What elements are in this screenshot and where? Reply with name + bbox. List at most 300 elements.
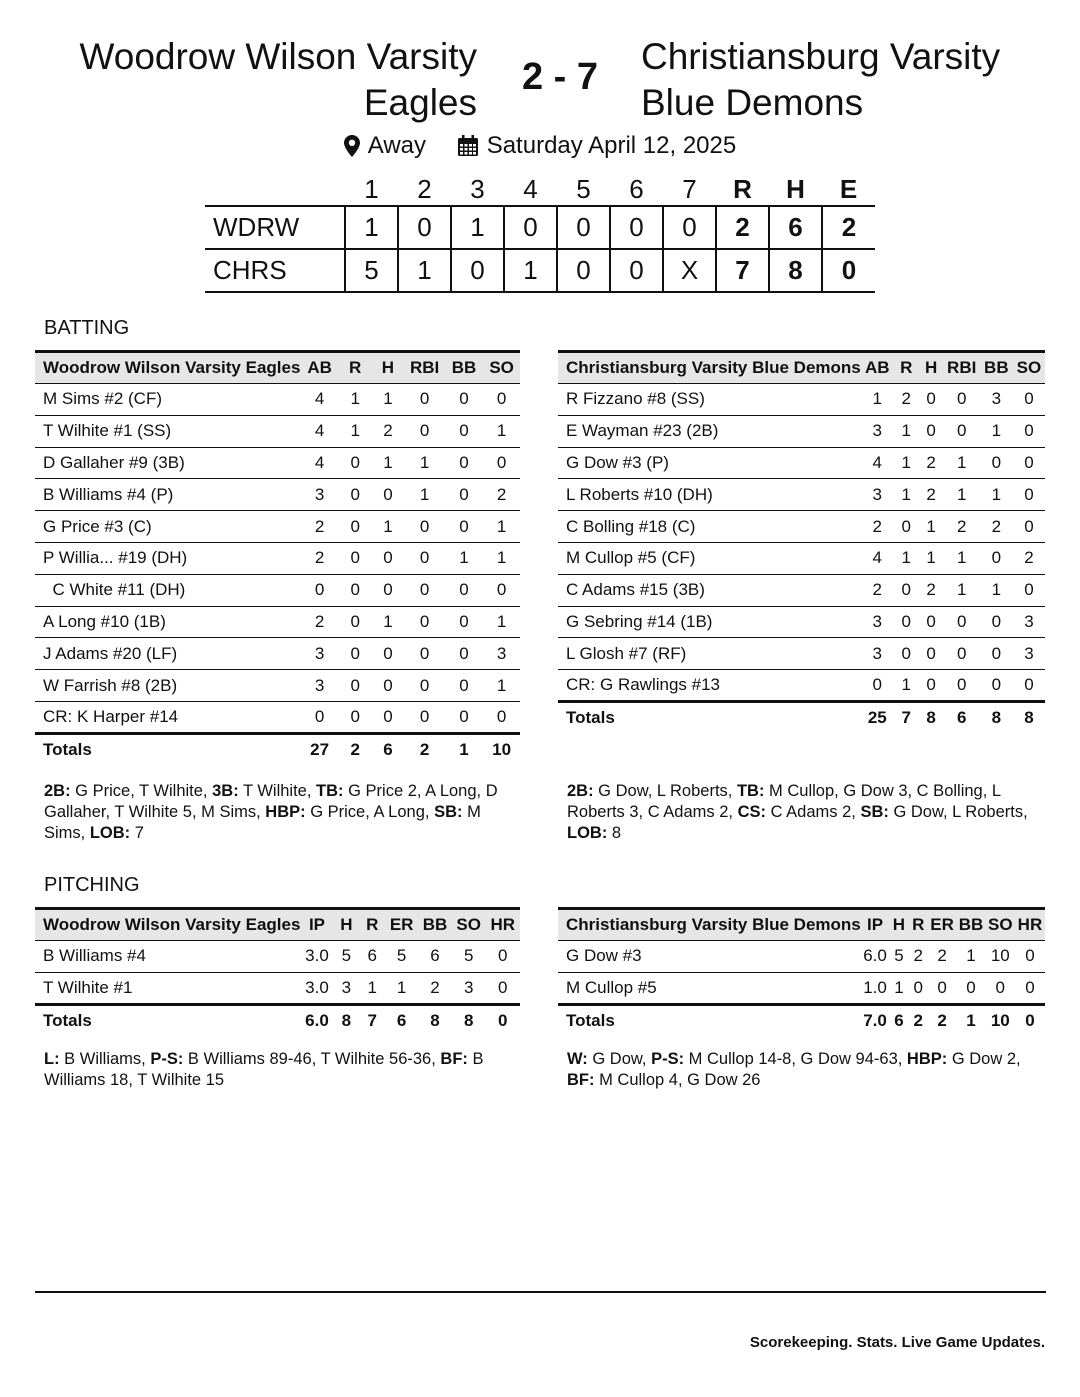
stat-value: 0 xyxy=(404,542,445,574)
note-key: SB: xyxy=(434,803,463,821)
linescore-header-row xyxy=(205,174,875,206)
inning-score: 5 xyxy=(345,249,398,292)
totals-value: 6 xyxy=(944,701,980,733)
stat-value: 0 xyxy=(404,670,445,702)
player-row xyxy=(558,511,1045,543)
stat-value: 0 xyxy=(404,415,445,447)
totals-value: 6 xyxy=(372,733,405,765)
game-meta xyxy=(0,132,1080,164)
player-name: P Willia... #19 (DH) xyxy=(35,542,300,574)
stat-value: 0 xyxy=(339,670,372,702)
stat-value: 0 xyxy=(1013,574,1045,606)
stat-value: 1 xyxy=(445,542,483,574)
totals-value: 8 xyxy=(418,1004,452,1036)
stat-value: 0 xyxy=(1015,972,1045,1004)
stat-value: 4 xyxy=(861,447,894,479)
note-key: CS: xyxy=(737,803,766,821)
stat-value: 1.0 xyxy=(861,972,890,1004)
stat-value: 0 xyxy=(1015,941,1045,973)
note-key: W: xyxy=(567,1050,588,1068)
player-row xyxy=(35,542,520,574)
stat-value: 0 xyxy=(894,638,919,670)
inning-header: 6 xyxy=(629,174,644,204)
note-key: L: xyxy=(44,1050,60,1068)
stat-value: 0 xyxy=(372,542,405,574)
player-name: L Roberts #10 (DH) xyxy=(558,479,861,511)
hits-total: 8 xyxy=(769,249,822,292)
pitching-section-title: PITCHING xyxy=(44,874,140,896)
player-name: R Fizzano #8 (SS) xyxy=(558,384,861,416)
stat-column-header: IP xyxy=(300,909,333,941)
inning-score: 0 xyxy=(610,206,663,249)
linescore-row xyxy=(205,206,875,249)
stat-value: 0 xyxy=(445,447,483,479)
stat-value: 0 xyxy=(956,972,985,1004)
note-value: 8 xyxy=(607,824,622,842)
stat-value: 1 xyxy=(956,941,985,973)
linescore-team: WDRW xyxy=(205,206,345,249)
player-row xyxy=(35,384,520,416)
hits-header: H xyxy=(786,174,805,204)
stat-value: 0 xyxy=(339,574,372,606)
totals-value: 8 xyxy=(452,1004,486,1036)
note-key: 2B: xyxy=(44,782,71,800)
stat-value: 5 xyxy=(385,941,418,973)
stat-value: 2 xyxy=(300,606,338,638)
stat-column-header: AB xyxy=(861,352,894,384)
player-name: D Gallaher #9 (3B) xyxy=(35,447,300,479)
player-row xyxy=(558,384,1045,416)
totals-label: Totals xyxy=(558,1004,861,1036)
note-value: B Williams 89-46, T Wilhite 56-36, xyxy=(183,1050,441,1068)
stat-value: 0 xyxy=(300,574,338,606)
stat-value: 0 xyxy=(339,447,372,479)
inning-score: 0 xyxy=(398,206,451,249)
stat-value: 2 xyxy=(980,511,1013,543)
totals-value: 2 xyxy=(928,1004,957,1036)
stat-value: 2 xyxy=(944,511,980,543)
player-row xyxy=(35,701,520,733)
stat-value: 3 xyxy=(861,415,894,447)
player-row xyxy=(35,479,520,511)
stat-value: 3 xyxy=(334,972,360,1004)
stat-value: 0 xyxy=(894,574,919,606)
stat-value: 1 xyxy=(483,511,520,543)
stat-value: 1 xyxy=(919,511,944,543)
stat-value: 0 xyxy=(1013,415,1045,447)
stat-value: 0 xyxy=(483,574,520,606)
stat-column-header: SO xyxy=(483,352,520,384)
player-row xyxy=(35,670,520,702)
stat-value: 0 xyxy=(483,384,520,416)
player-name: W Farrish #8 (2B) xyxy=(35,670,300,702)
player-name: CR: K Harper #14 xyxy=(35,701,300,733)
player-name: G Dow #3 (P) xyxy=(558,447,861,479)
home-team-line2: Eagles xyxy=(363,82,477,123)
stat-value: 0 xyxy=(339,542,372,574)
note-value: 7 xyxy=(130,824,144,842)
stat-value: 1 xyxy=(944,542,980,574)
stat-value: 1 xyxy=(404,447,445,479)
stat-column-header: ER xyxy=(385,909,418,941)
stat-value: 1 xyxy=(944,574,980,606)
stat-value: 0 xyxy=(980,447,1013,479)
inning-score: 0 xyxy=(557,206,610,249)
stat-value: 3 xyxy=(1013,606,1045,638)
stat-value: 2 xyxy=(919,479,944,511)
player-row xyxy=(35,415,520,447)
runs-header: R xyxy=(733,174,752,204)
pitching-table-away xyxy=(558,907,1045,1036)
stat-value: 4 xyxy=(300,384,338,416)
stat-value: 0 xyxy=(445,606,483,638)
totals-value: 8 xyxy=(1013,701,1045,733)
note-key: P-S: xyxy=(150,1050,184,1068)
inning-score: 0 xyxy=(663,206,716,249)
stat-column-header: R xyxy=(359,909,385,941)
player-name: B Williams #4 xyxy=(35,941,300,973)
stat-value: 1 xyxy=(339,384,372,416)
stat-value: 0 xyxy=(944,638,980,670)
note-value: C Adams 2, xyxy=(766,803,861,821)
stat-value: 1 xyxy=(894,542,919,574)
stats-header-row xyxy=(558,352,1045,384)
stat-value: 0 xyxy=(372,479,405,511)
stat-value: 0 xyxy=(404,638,445,670)
player-row xyxy=(558,415,1045,447)
note-key: 3B: xyxy=(212,782,239,800)
player-name: C Adams #15 (3B) xyxy=(558,574,861,606)
player-name: T Wilhite #1 (SS) xyxy=(35,415,300,447)
stat-value: 2 xyxy=(300,542,338,574)
stat-value: 0 xyxy=(445,415,483,447)
player-row xyxy=(558,972,1045,1004)
stat-value: 1 xyxy=(372,384,405,416)
stat-value: 1 xyxy=(894,447,919,479)
stat-value: 2 xyxy=(483,479,520,511)
stat-value: 3 xyxy=(861,479,894,511)
home-team-name xyxy=(0,34,477,126)
stat-value: 0 xyxy=(1013,447,1045,479)
note-key: BF: xyxy=(440,1050,468,1068)
game-header xyxy=(0,34,1080,130)
pitching-notes-away xyxy=(567,1049,1047,1091)
stat-value: 1 xyxy=(861,384,894,416)
stat-value: 1 xyxy=(372,511,405,543)
player-row xyxy=(558,941,1045,973)
date xyxy=(457,132,737,160)
stat-value: 2 xyxy=(928,941,957,973)
note-value: G Dow, L Roberts, xyxy=(593,782,737,800)
map-pin-icon xyxy=(344,135,360,157)
stat-value: 1 xyxy=(483,415,520,447)
calendar-icon xyxy=(457,135,479,157)
note-value: G Price, T Wilhite, xyxy=(70,782,213,800)
stat-value: 4 xyxy=(300,415,338,447)
stat-column-header: SO xyxy=(986,909,1015,941)
batting-notes-home xyxy=(44,781,514,844)
totals-value: 6.0 xyxy=(300,1004,333,1036)
stat-value: 0 xyxy=(404,606,445,638)
note-value: M Sims, xyxy=(44,803,481,842)
linescore-team: CHRS xyxy=(205,249,345,292)
player-row xyxy=(558,447,1045,479)
stat-column-header: ER xyxy=(928,909,957,941)
stat-value: 1 xyxy=(894,670,919,702)
note-key: HBP: xyxy=(906,1050,948,1068)
player-row xyxy=(558,479,1045,511)
stat-column-header: BB xyxy=(956,909,985,941)
stat-value: 0 xyxy=(372,574,405,606)
stat-value: 1 xyxy=(483,670,520,702)
stat-value: 3 xyxy=(300,670,338,702)
player-row xyxy=(35,638,520,670)
player-name: J Adams #20 (LF) xyxy=(35,638,300,670)
player-row xyxy=(558,542,1045,574)
stat-value: 4 xyxy=(861,542,894,574)
stat-column-header: SO xyxy=(452,909,486,941)
stat-value: 0 xyxy=(980,670,1013,702)
stat-value: 1 xyxy=(385,972,418,1004)
footer-tagline: Scorekeeping. Stats. Live Game Updates. xyxy=(749,1334,1045,1351)
stat-value: 0 xyxy=(944,384,980,416)
footer-divider xyxy=(35,1291,1046,1293)
stat-value: 0 xyxy=(919,384,944,416)
stat-column-header: RBI xyxy=(944,352,980,384)
player-row xyxy=(35,447,520,479)
stat-value: 1 xyxy=(483,542,520,574)
stat-value: 3.0 xyxy=(300,972,333,1004)
note-key: 2B: xyxy=(567,782,594,800)
stat-value: 3.0 xyxy=(300,941,333,973)
note-key: BF: xyxy=(567,1071,595,1089)
stat-value: 2 xyxy=(894,384,919,416)
totals-value: 7 xyxy=(359,1004,385,1036)
inning-score: 0 xyxy=(557,249,610,292)
stat-value: 2 xyxy=(418,972,452,1004)
stat-value: 1 xyxy=(944,479,980,511)
stat-value: 0 xyxy=(483,701,520,733)
note-value: M Cullop, G Dow 3, C Bolling, L Roberts 3, C Adams 2, xyxy=(567,782,1001,821)
note-value: M Cullop 4, G Dow 26 xyxy=(594,1071,761,1089)
location-text: Away xyxy=(367,132,427,159)
player-row xyxy=(35,941,520,973)
player-row xyxy=(558,606,1045,638)
totals-row xyxy=(558,701,1045,733)
inning-header: 2 xyxy=(417,174,432,204)
stat-value: 1 xyxy=(980,415,1013,447)
stat-value: 0 xyxy=(339,479,372,511)
team-column-header: Woodrow Wilson Varsity Eagles xyxy=(35,352,300,384)
stat-column-header: H xyxy=(372,352,405,384)
stat-value: 0 xyxy=(483,447,520,479)
stat-value: 1 xyxy=(889,972,908,1004)
stat-value: 0 xyxy=(445,701,483,733)
inning-header: 7 xyxy=(682,174,697,204)
stat-value: 2 xyxy=(372,415,405,447)
stat-value: 0 xyxy=(445,638,483,670)
totals-value: 1 xyxy=(445,733,483,765)
away-team-line2: Blue Demons xyxy=(641,82,864,123)
stat-column-header: BB xyxy=(980,352,1013,384)
stat-column-header: HR xyxy=(486,909,520,941)
stats-header-row xyxy=(35,909,520,941)
player-name: G Sebring #14 (1B) xyxy=(558,606,861,638)
stat-value: 0 xyxy=(445,479,483,511)
stat-value: 1 xyxy=(980,574,1013,606)
player-name: C White #11 (DH) xyxy=(35,574,300,606)
stat-value: 0 xyxy=(1013,511,1045,543)
stat-value: 0 xyxy=(339,701,372,733)
totals-value: 27 xyxy=(300,733,338,765)
team-column-header: Christiansburg Varsity Blue Demons xyxy=(558,909,861,941)
stat-column-header: SO xyxy=(1013,352,1045,384)
player-name: M Sims #2 (CF) xyxy=(35,384,300,416)
totals-value: 10 xyxy=(483,733,520,765)
stat-value: 0 xyxy=(909,972,928,1004)
linescore-header-team xyxy=(205,174,345,206)
note-value: G Dow, L Roberts, xyxy=(888,803,1028,821)
note-value: G Price, A Long, xyxy=(305,803,435,821)
totals-value: 6 xyxy=(385,1004,418,1036)
stat-value: 4 xyxy=(300,447,338,479)
stat-value: 1 xyxy=(404,479,445,511)
stat-value: 0 xyxy=(404,574,445,606)
totals-value: 7.0 xyxy=(861,1004,890,1036)
errors-total: 0 xyxy=(822,249,875,292)
inning-score: X xyxy=(663,249,716,292)
stat-value: 6 xyxy=(418,941,452,973)
stat-value: 0 xyxy=(861,670,894,702)
stat-value: 0 xyxy=(372,701,405,733)
stat-value: 5 xyxy=(889,941,908,973)
final-score: 2 - 7 xyxy=(521,56,599,98)
player-name: A Long #10 (1B) xyxy=(35,606,300,638)
stat-column-header: H xyxy=(334,909,360,941)
note-key: TB: xyxy=(316,782,344,800)
player-name: B Williams #4 (P) xyxy=(35,479,300,511)
stat-value: 1 xyxy=(980,479,1013,511)
stat-value: 3 xyxy=(1013,638,1045,670)
stat-value: 0 xyxy=(1013,670,1045,702)
stat-value: 1 xyxy=(372,606,405,638)
note-value: B Williams, xyxy=(59,1050,151,1068)
stat-column-header: BB xyxy=(418,909,452,941)
stats-header-row xyxy=(35,352,520,384)
stat-value: 3 xyxy=(483,638,520,670)
inning-score: 0 xyxy=(610,249,663,292)
player-row xyxy=(558,638,1045,670)
stat-value: 0 xyxy=(445,670,483,702)
stat-value: 0 xyxy=(928,972,957,1004)
stat-value: 2 xyxy=(909,941,928,973)
stat-value: 1 xyxy=(919,542,944,574)
stat-value: 0 xyxy=(486,972,520,1004)
totals-value: 2 xyxy=(339,733,372,765)
stat-value: 0 xyxy=(404,701,445,733)
stat-value: 0 xyxy=(1013,384,1045,416)
stat-value: 0 xyxy=(894,511,919,543)
stat-column-header: R xyxy=(339,352,372,384)
inning-score: 0 xyxy=(451,249,504,292)
stat-value: 2 xyxy=(919,574,944,606)
totals-value: 8 xyxy=(919,701,944,733)
note-value: T Wilhite, xyxy=(238,782,317,800)
totals-value: 2 xyxy=(909,1004,928,1036)
note-value: G Dow 2, xyxy=(947,1050,1021,1068)
stat-value: 0 xyxy=(986,972,1015,1004)
stat-value: 1 xyxy=(894,479,919,511)
stat-value: 0 xyxy=(300,701,338,733)
stat-value: 1 xyxy=(359,972,385,1004)
inning-score: 1 xyxy=(504,249,557,292)
stat-value: 6.0 xyxy=(861,941,890,973)
totals-value: 6 xyxy=(889,1004,908,1036)
linescore-row xyxy=(205,249,875,292)
inning-score: 1 xyxy=(345,206,398,249)
home-team-line1: Woodrow Wilson Varsity xyxy=(79,36,477,77)
stat-value: 0 xyxy=(339,606,372,638)
stat-value: 3 xyxy=(980,384,1013,416)
inning-score: 0 xyxy=(504,206,557,249)
player-row xyxy=(35,511,520,543)
errors-total: 2 xyxy=(822,206,875,249)
note-key: TB: xyxy=(736,782,765,800)
inning-header: 4 xyxy=(523,174,538,204)
stat-value: 0 xyxy=(980,542,1013,574)
player-row xyxy=(35,606,520,638)
note-key: LOB: xyxy=(567,824,608,842)
player-row xyxy=(35,574,520,606)
stat-column-header: H xyxy=(889,909,908,941)
stat-value: 3 xyxy=(861,638,894,670)
stat-value: 0 xyxy=(404,384,445,416)
stat-value: 3 xyxy=(300,638,338,670)
stat-value: 0 xyxy=(339,638,372,670)
totals-value: 1 xyxy=(956,1004,985,1036)
player-name: G Dow #3 xyxy=(558,941,861,973)
stat-value: 0 xyxy=(372,638,405,670)
totals-row xyxy=(558,1004,1045,1036)
away-team-name xyxy=(641,34,1071,126)
totals-value: 8 xyxy=(980,701,1013,733)
stats-header-row xyxy=(558,909,1045,941)
totals-value: 10 xyxy=(986,1004,1015,1036)
inning-header: 3 xyxy=(470,174,485,204)
linescore-table xyxy=(205,174,875,293)
stat-value: 3 xyxy=(300,479,338,511)
stat-value: 1 xyxy=(894,415,919,447)
stat-value: 1 xyxy=(944,447,980,479)
player-row xyxy=(35,972,520,1004)
stat-value: 0 xyxy=(980,638,1013,670)
stat-value: 2 xyxy=(861,574,894,606)
note-key: HBP: xyxy=(265,803,306,821)
stat-value: 3 xyxy=(861,606,894,638)
date-text: Saturday April 12, 2025 xyxy=(486,132,737,159)
stat-value: 0 xyxy=(944,415,980,447)
stat-value: 0 xyxy=(919,638,944,670)
note-value: B Williams 18, T Wilhite 15 xyxy=(44,1050,484,1089)
stat-value: 0 xyxy=(1013,479,1045,511)
player-name: CR: G Rawlings #13 xyxy=(558,670,861,702)
totals-value: 0 xyxy=(1015,1004,1045,1036)
inning-header: 1 xyxy=(364,174,379,204)
player-name: G Price #3 (C) xyxy=(35,511,300,543)
stat-value: 2 xyxy=(1013,542,1045,574)
inning-score: 1 xyxy=(451,206,504,249)
totals-row xyxy=(35,1004,520,1036)
